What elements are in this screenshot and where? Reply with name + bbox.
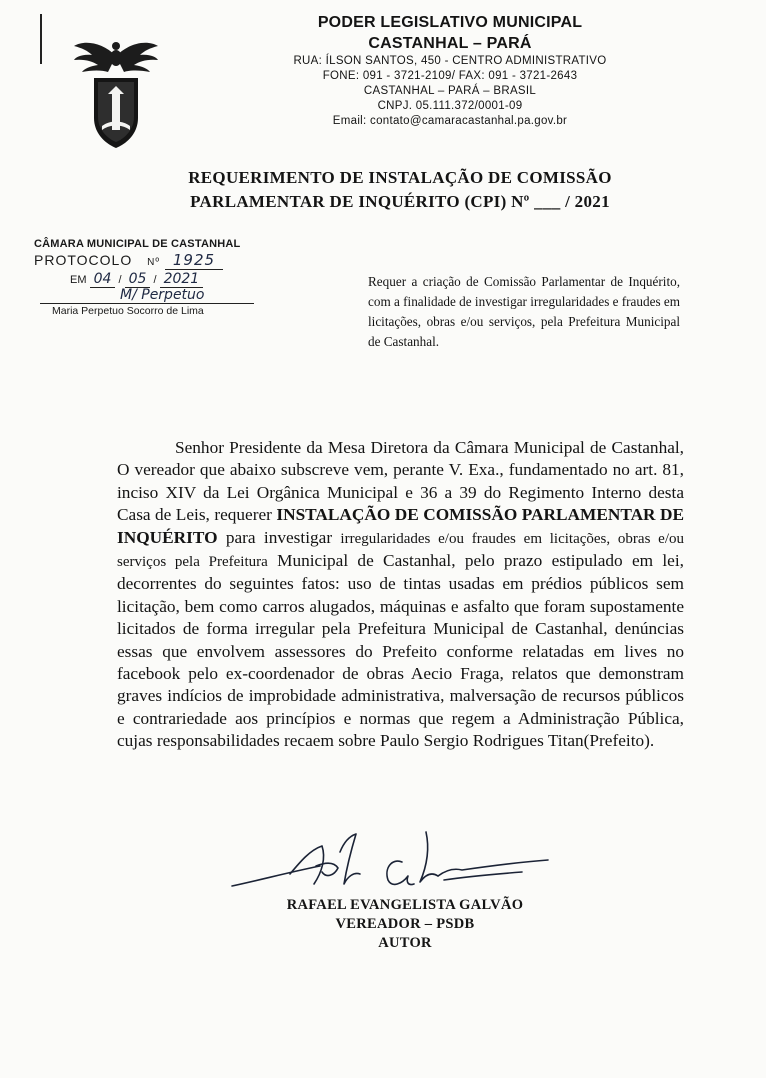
body-text-part2: para investigar [217,527,341,547]
stamp-date-line: EM 04 / 05 / 2021 [70,271,264,287]
body-paragraph [117,437,684,753]
signatory-name: RAFAEL EVANGELISTA GALVÃO [286,897,524,913]
signatory-role: VEREADOR – PSDB [335,916,475,932]
body-text-part3: irregularidades e/ou fraudes em licitações, obras e/ou serviços pela Prefeitura [117,530,684,571]
document-title-line1: REQUERIMENTO DE INSTALAÇÃO DE COMISSÃO [188,168,612,187]
municipal-crest-icon [72,34,160,152]
request-summary: Requer a criação de Comissão Parlamentar de Inquérito, com a finalidade de investigar irregularidades e fraudes em licitações, obras e/ou serviços, pela Prefeitura Municipal de Castanhal. [368,274,680,349]
stamp-date-day: 04 [90,271,116,288]
letterhead [270,12,630,129]
signatory-block [260,896,550,953]
stamp-date-month: 05 [125,271,151,288]
header-email: Email: contato@camaracastanhal.pa.gov.br [332,115,568,127]
stamp-clerk-signature: M/ Perpetuo [120,287,205,303]
header-title: PODER LEGISLATIVO MUNICIPAL [317,14,583,31]
stamp-protocol-line [34,251,264,269]
body-text-part4: Municipal de Castanhal, pelo prazo estipulado em lei, decorrentes do seguintes fatos: uso de tintas usadas em prédios públicos sem licitação, bem como carros alugados, máquinas e asfalto que foram supostamente licitados de forma irregular pela Prefeitura Municipal de Castanhal, denúncias essas que envolvem assessores do Prefeito conforme relatadas em lives no facebook pelo ex-coordenador de obras Aecio Fraga, relatos que demonstram graves indícios de improbidade administrativa, malversação de recursos públicos e contrariedade aos princípios e normas que regem a Administração Pública, cujas responsabilidades recaem sobre Paulo Sergio Rodrigues Titan(Prefeito). [117,551,684,751]
header-address: RUA: ÍLSON SANTOS, 450 - CENTRO ADMINISTRATIVO [293,55,607,67]
author-signature [230,822,560,902]
stamp-date-year: 2021 [160,271,204,288]
document-title [60,166,740,214]
document-title-line2: PARLAMENTAR DE INQUÉRITO (CPI) Nº ___ / 2021 [190,192,610,211]
stamp-clerk-name: Maria Perpetuo Socorro de Lima [52,305,204,317]
signatory-function: AUTOR [378,935,432,951]
header-cnpj: CNPJ. 05.111.372/0001-09 [377,100,523,112]
header-city-title: CASTANHAL – PARÁ [368,35,532,52]
stamp-signature-line [40,303,254,304]
stamp-institution: CÂMARA MUNICIPAL DE CASTANHAL [34,238,241,250]
stamp-protocol-number: 1925 [165,251,223,270]
stamp-date-label: EM [70,274,87,286]
header-phone: FONE: 091 - 3721-2109/ FAX: 091 - 3721-2643 [322,70,578,82]
stamp-number-label: Nº [147,257,160,268]
stamp-protocol-label: PROTOCOLO [34,252,133,268]
body-text-part1: Senhor Presidente da Mesa Diretora da Câmara Municipal de Castanhal, O vereador que abaixo subscreve vem, perante V. Exa., fundamentado no art. 81, inciso XIV da Lei Orgânica Municipal e 36 a 39 do Regimento Interno desta Casa de Leis, requerer [117,438,684,525]
protocol-stamp [34,238,264,317]
body-text-bold: INSTALAÇÃO DE COMISSÃO PARLAMENTAR DE INQUÉRITO [117,505,684,547]
request-body [117,437,684,753]
page-edge-mark [40,14,42,64]
header-city: CASTANHAL – PARÁ – BRASIL [363,85,537,97]
